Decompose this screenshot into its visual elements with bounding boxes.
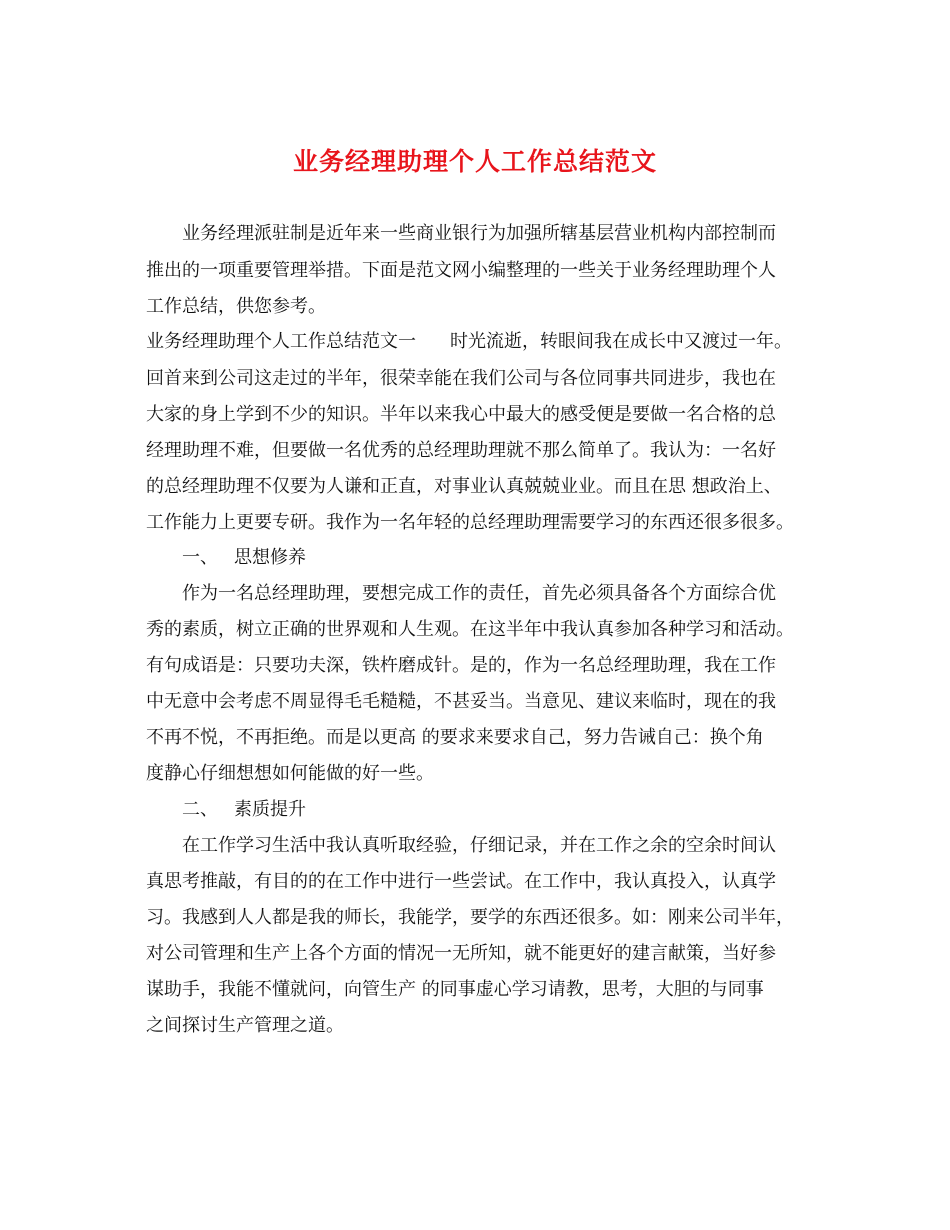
body-line: 不再不悦，不再拒绝。而是以更高 的要求来要求自己，努力告诫自己：换个角 [146, 727, 764, 748]
section-one-line [146, 327, 792, 357]
document-title: 业务经理助理个人工作总结范文 [292, 147, 657, 176]
body-line: 作为一名总经理助理，要想完成工作的责任，首先必须具备各个方面综合优 [182, 583, 776, 604]
heading-number: 一、 [182, 547, 218, 568]
body-line: 中无意中会考虑不周显得毛毛糙糙，不甚妥当。当意见、建议来临时，现在的我 [146, 691, 776, 712]
heading-text: 思想修养 [234, 547, 306, 568]
heading-text: 素质提升 [234, 799, 306, 820]
body-line: 经理助理不难，但要做一名优秀的总经理助理就不那么简单了。我认为：一名好 [146, 440, 776, 461]
intro-line: 工作总结，供您参考。 [146, 296, 326, 317]
body-line: 在工作学习生活中我认真听取经验，仔细记录，并在工作之余的空余时间认 [182, 835, 776, 856]
body-line: 大家的身上学到不少的知识。半年以来我心中最大的感受便是要做一名合格的总 [146, 404, 776, 425]
body-line: 的总经理助理不仅要为人谦和正直，对事业认真兢兢业业。而且在思 想政治上、 [146, 476, 782, 497]
body-line: 工作能力上更要专研。我作为一名年轻的总经理助理需要学习的东西还很多很多。 [146, 512, 794, 533]
body-line: 秀的素质，树立正确的世界观和人生观。在这半年中我认真参加各种学习和活动。 [146, 619, 794, 640]
intro-line: 推出的一项重要管理举措。下面是范文网小编整理的一些关于业务经理助理个人 [146, 260, 776, 281]
body-line: 之间探讨生产管理之道。 [146, 1015, 344, 1036]
body-line: 真思考推敲，有目的的在工作中进行一些尝试。在工作中，我认真投入，认真学 [146, 871, 776, 892]
section-one-label: 业务经理助理个人工作总结范文一 [146, 331, 416, 352]
body-line: 习。我感到人人都是我的师长，我能学，要学的东西还很多。如：刚来公司半年， [146, 907, 794, 928]
body-line: 度静心仔细想想如何能做的好一些。 [146, 763, 434, 784]
body-line: 谋助手，我能不懂就问，向管生产 的同事虚心学习请教，思考，大胆的与同事 [146, 979, 764, 1000]
section-one-first: 时光流逝，转眼间我在成长中又渡过一年。 [450, 331, 792, 352]
body-line: 对公司管理和生产上各个方面的情况一无所知，就不能更好的建言献策，当好参 [146, 943, 776, 964]
heading-number: 二、 [182, 799, 218, 820]
body-line: 有句成语是：只要功夫深，铁杵磨成针。是的，作为一名总经理助理，我在工作 [146, 655, 776, 676]
body-line: 回首来到公司这走过的半年，很荣幸能在我们公司与各位同事共同进步，我也在 [146, 368, 776, 389]
section-heading-one [182, 543, 306, 573]
section-heading-two [182, 795, 306, 825]
intro-line: 业务经理派驻制是近年来一些商业银行为加强所辖基层营业机构内部控制而 [182, 223, 776, 244]
